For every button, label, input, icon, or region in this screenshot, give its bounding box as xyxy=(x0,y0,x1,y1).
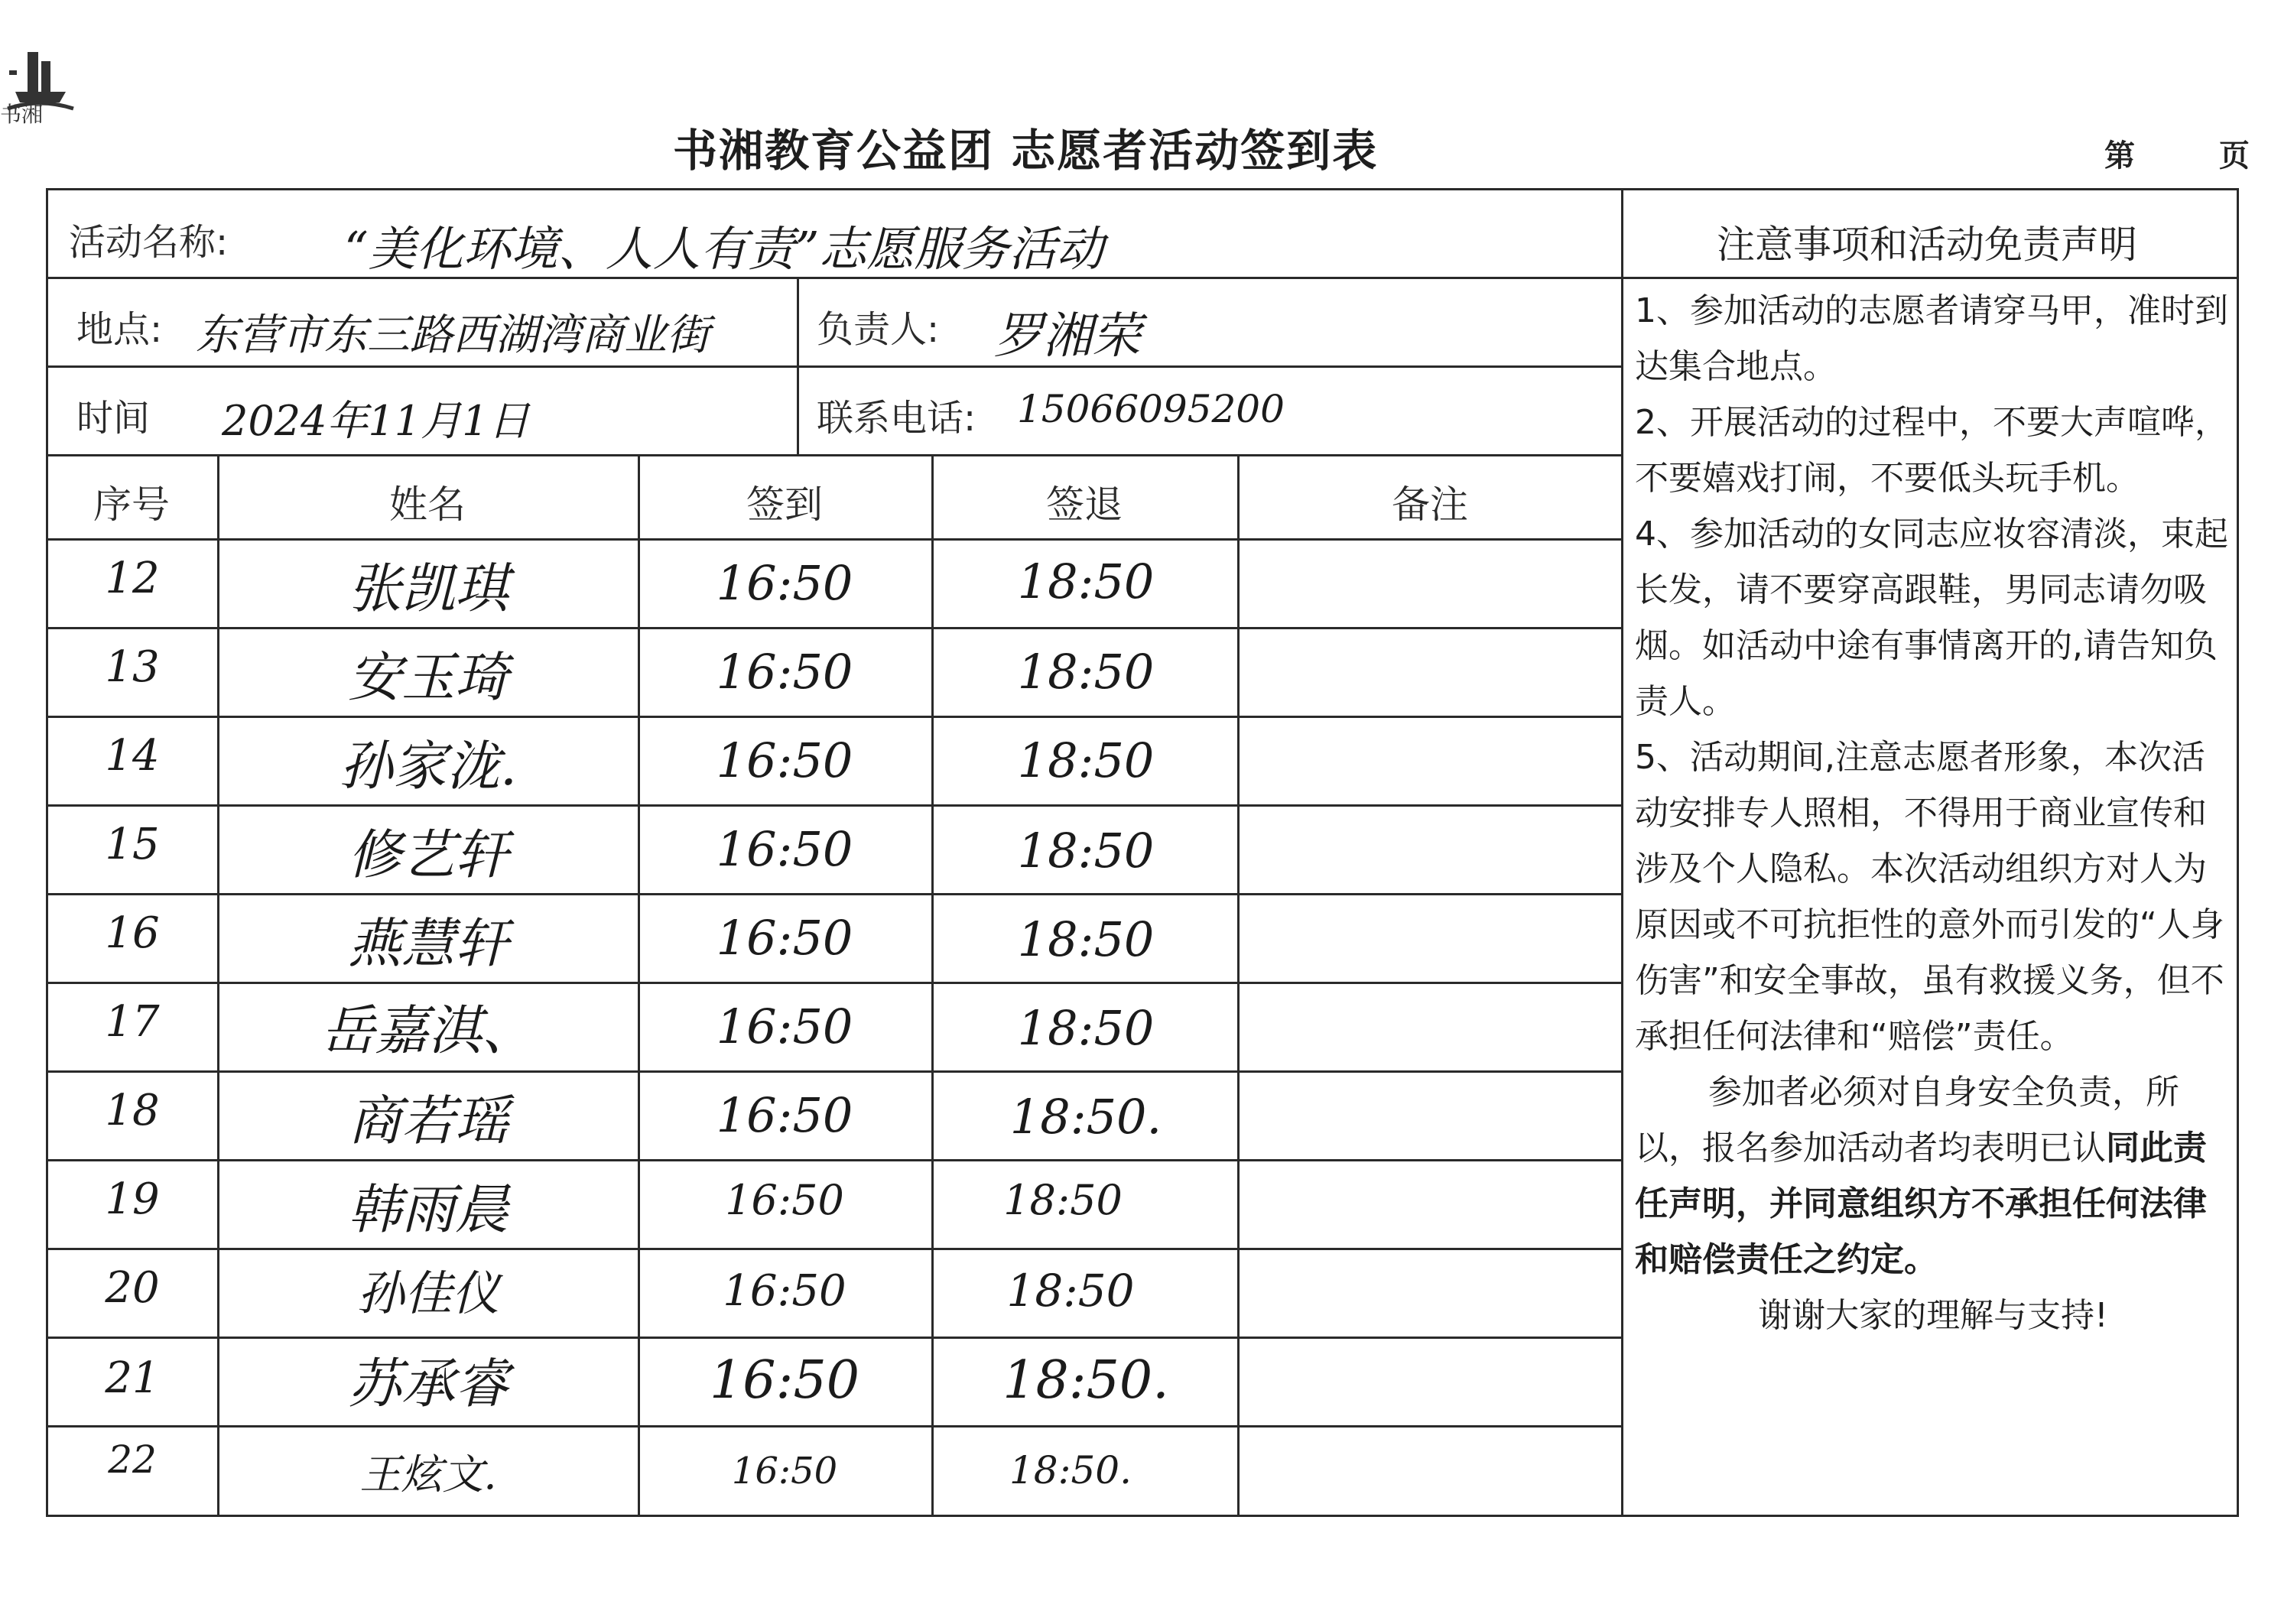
row-name: 孙家泷. xyxy=(339,735,518,797)
frame-left-border xyxy=(46,188,48,1517)
row-number: 12 xyxy=(105,554,160,603)
row-line xyxy=(46,1159,1623,1161)
row-sign-in: 16:50 xyxy=(725,1176,844,1224)
row-sign-out: 18:50. xyxy=(1002,1350,1169,1411)
notice-body xyxy=(1635,283,2231,1343)
row-sign-out: 18:50. xyxy=(1009,1448,1132,1492)
row-sign-out: 18:50 xyxy=(1017,911,1155,967)
column-header-sign-out: 签退 xyxy=(1046,482,1123,527)
row-number: 13 xyxy=(105,642,160,692)
row-sign-out: 18:50 xyxy=(1017,1000,1155,1056)
row-number: 20 xyxy=(105,1263,160,1313)
column-header-name: 姓名 xyxy=(389,482,466,527)
column-header-number: 序号 xyxy=(93,482,170,527)
row-number: 15 xyxy=(105,820,160,869)
row-sign-in: 16:50 xyxy=(723,1266,846,1316)
row-name: 修艺轩 xyxy=(348,823,509,886)
row-sign-out: 18:50 xyxy=(1017,554,1155,609)
notice-item-1: 1、参加活动的志愿者请穿马甲，准时到达集合地点。 xyxy=(1635,291,2228,386)
row-sign-in: 16:50 xyxy=(731,1450,838,1492)
row-name: 王炫文. xyxy=(359,1450,497,1499)
row-sign-in: 16:50 xyxy=(716,999,853,1054)
leader-label: 负责人: xyxy=(817,308,940,351)
frame-top-border xyxy=(46,188,2239,190)
frame-right-border xyxy=(2237,188,2239,1517)
row-sign-in: 16:50 xyxy=(716,1087,853,1143)
disclaimer-bold: 同此责任声明，并同意组织方不承担任何法律和赔偿责任之约定。 xyxy=(1635,1129,2207,1279)
row-sign-out: 18:50 xyxy=(1017,732,1155,788)
activity-label: 活动名称: xyxy=(69,221,229,264)
page-title: 书湘教育公益团 志愿者活动签到表 xyxy=(673,125,1379,177)
row-number: 16 xyxy=(105,908,160,958)
row-line xyxy=(46,804,1623,807)
row-name: 韩雨晨 xyxy=(348,1178,509,1241)
notice-item-5: 5、活动期间,注意志愿者形象，本次活动安排专人照相，不得用于商业宣传和涉及个人隐私。本次活动组织方对人为原因或不可抗拒性的意外而引发的“人身伤害”和安全事故，虽有救援义务，但不承担任何法律和“赔偿”责任。 xyxy=(1635,738,2224,1056)
header-line-2 xyxy=(46,365,1623,368)
column-header-sign-in: 签到 xyxy=(746,482,823,527)
row-sign-in: 16:50 xyxy=(716,910,853,966)
row-line xyxy=(46,1337,1623,1339)
notice-item-2: 2、开展活动的过程中，不要大声喧哗，不要嬉戏打闹，不要低头玩手机。 xyxy=(1635,403,2228,498)
row-number: 21 xyxy=(105,1353,160,1403)
row-line xyxy=(46,1070,1623,1073)
row-number: 19 xyxy=(105,1174,160,1224)
frame-bottom-border xyxy=(46,1515,2239,1517)
row-name: 张凯琪 xyxy=(348,557,509,620)
row-number: 17 xyxy=(105,997,160,1047)
disclaimer-normal: 参加者必须对自身安全负责，所以，报名参加活动者均表明已认 xyxy=(1635,1073,2179,1168)
row-sign-out: 18:50. xyxy=(1009,1089,1162,1145)
time-value: 2024年11月1日 xyxy=(222,397,530,445)
row-line xyxy=(46,716,1623,718)
notice-title: 注意事项和活动免责声明 xyxy=(1717,222,2137,267)
page-number-label: 第 页 xyxy=(2104,138,2286,174)
col-line-3 xyxy=(931,454,934,1517)
leader-value: 罗湘荣 xyxy=(994,308,1141,365)
notice-item-4: 4、参加活动的女同志应妆容清淡，束起长发，请不要穿高跟鞋，男同志请勿吸烟。如活动中途有事情离开的,请告知负责人。 xyxy=(1635,515,2228,721)
header-divider xyxy=(797,277,799,456)
row-line xyxy=(46,1248,1623,1250)
logo-text: 书湘 xyxy=(0,102,44,127)
row-sign-in: 16:50 xyxy=(716,732,853,788)
row-name: 安玉琦 xyxy=(348,646,509,709)
header-line-3 xyxy=(46,454,1623,456)
row-line xyxy=(46,538,1623,541)
row-name: 燕慧轩 xyxy=(348,912,509,975)
col-line-1 xyxy=(217,454,219,1517)
row-name: 孙佳仪 xyxy=(356,1265,499,1321)
phone-value: 15066095200 xyxy=(1017,387,1285,431)
column-header-remarks: 备注 xyxy=(1392,482,1468,527)
row-number: 22 xyxy=(108,1437,157,1482)
row-name: 苏承睿 xyxy=(348,1353,509,1415)
row-line xyxy=(46,982,1623,984)
row-number: 18 xyxy=(105,1086,160,1135)
notice-divider xyxy=(1621,188,1623,1517)
row-sign-in: 16:50 xyxy=(716,644,853,700)
row-name: 商若瑶 xyxy=(348,1090,509,1152)
row-sign-in: 16:50 xyxy=(710,1350,859,1411)
row-number: 14 xyxy=(105,731,160,781)
location-value: 东营市东三路西湖湾商业街 xyxy=(196,310,710,360)
location-label: 地点: xyxy=(76,308,163,351)
notice-thanks: 谢谢大家的理解与支持! xyxy=(1758,1296,2108,1335)
activity-value: “美化环境、人人有责”志愿服务活动 xyxy=(344,221,1104,277)
row-sign-out: 18:50 xyxy=(1003,1176,1123,1224)
col-line-4 xyxy=(1237,454,1240,1517)
row-sign-in: 16:50 xyxy=(716,821,853,877)
row-line xyxy=(46,627,1623,629)
row-sign-in: 16:50 xyxy=(716,555,853,611)
row-sign-out: 18:50 xyxy=(1017,644,1155,700)
time-label: 时间 xyxy=(76,397,151,440)
notice-disclaimer xyxy=(1635,1064,2231,1288)
row-sign-out: 18:50 xyxy=(1006,1265,1135,1317)
row-sign-out: 18:50 xyxy=(1017,823,1155,879)
phone-label: 联系电话: xyxy=(817,397,976,440)
row-line xyxy=(46,1425,1623,1427)
notice-title-line xyxy=(1621,277,2239,279)
row-line xyxy=(46,893,1623,895)
row-name: 岳嘉淇、 xyxy=(321,999,535,1062)
